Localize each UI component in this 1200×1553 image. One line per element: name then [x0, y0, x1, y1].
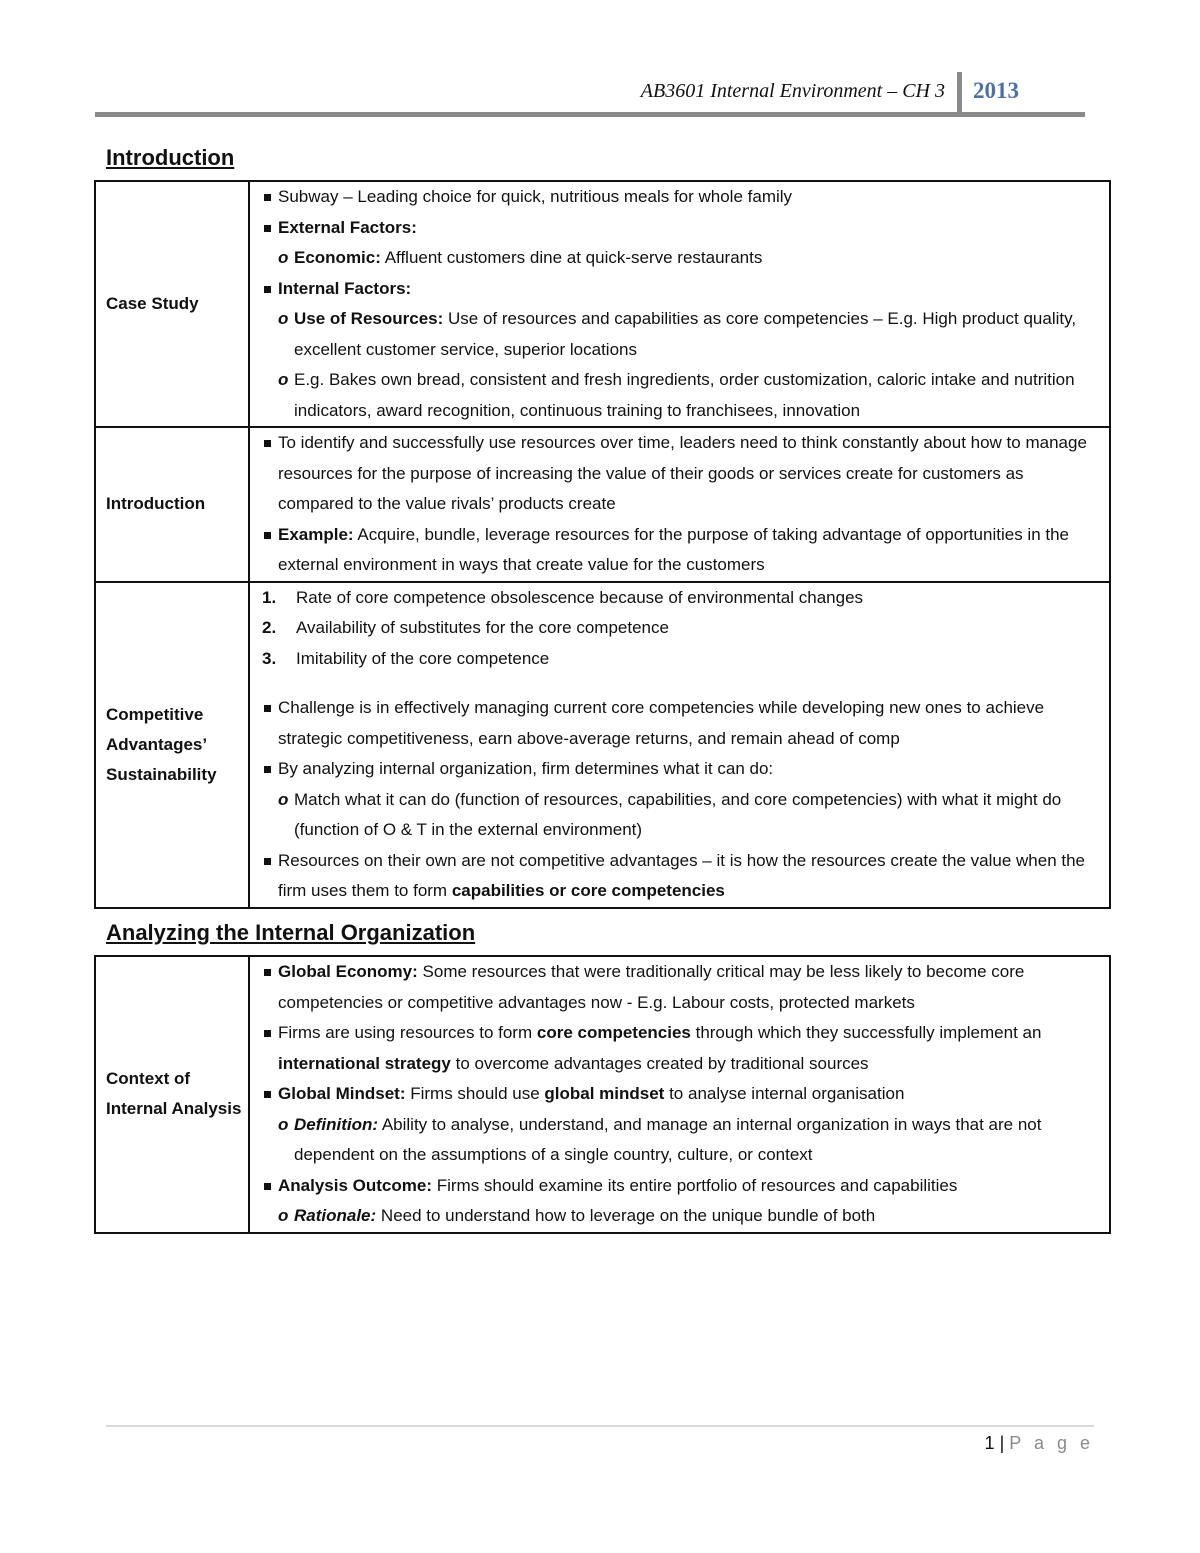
analyzing-table	[94, 955, 1111, 1234]
sub-bullet-item	[260, 304, 1097, 365]
table-row	[95, 181, 1110, 427]
item-text: Some resources that were traditionally critical may be less likely to become core competencies or competitive advantages now - E.g. Labour costs, protected markets	[278, 962, 1025, 1012]
numbered-item	[260, 644, 1097, 675]
sub-bullet-item	[260, 1201, 1097, 1232]
item-emphasis: international strategy	[278, 1053, 451, 1073]
item-emphasis: capabilities or core competencies	[451, 881, 725, 900]
list-gap	[260, 674, 1097, 693]
item-text: Challenge is in effectively managing current core competencies while developing new ones to achieve strategic competitiveness, earn above-average returns, and remain ahead of comp	[278, 698, 1045, 748]
item-text: Firms should examine its entire portfolio of resources and capabilities	[432, 1175, 958, 1195]
item-heading: Global Economy:	[278, 962, 418, 981]
item-text: to analyse internal organisation	[664, 1084, 905, 1103]
header-title: AB3601 Internal Environment – CH 3	[640, 80, 945, 102]
row-label: Competitive Advantages’ Sustainability	[95, 582, 249, 908]
item-number: 1.	[262, 587, 277, 607]
item-text: through which they successfully implement an	[690, 1023, 1042, 1042]
bullet-item	[260, 1171, 1097, 1202]
item-heading: External Factors:	[278, 217, 417, 237]
bullet-item	[260, 428, 1097, 520]
item-text: Need to understand how to leverage on the unique bundle of both	[376, 1206, 876, 1225]
row-label: Case Study	[95, 181, 249, 427]
sub-bullet-item	[260, 1110, 1097, 1171]
sub-bullet-item	[260, 785, 1097, 846]
bullet-item	[260, 846, 1097, 907]
row-content	[249, 956, 1110, 1233]
item-text: Firms should use	[405, 1084, 545, 1103]
item-text: Match what it can do (function of resources, capabilities, and core competencies) with what it might do (function of O & T in the external environment)	[294, 789, 1062, 839]
page-label: P a g e	[1009, 1433, 1094, 1453]
row-content	[249, 427, 1110, 582]
sub-bullet-item	[260, 365, 1097, 426]
item-text: Availability of substitutes for the core competence	[296, 618, 669, 637]
bullet-item	[260, 213, 1097, 244]
item-heading: Use of Resources:	[294, 309, 444, 328]
item-text: to overcome advantages created by traditional sources	[450, 1053, 869, 1073]
section-title-introduction: Introduction	[106, 145, 235, 170]
table-row	[95, 956, 1110, 1233]
item-heading: Economic:	[294, 248, 381, 267]
item-text: Use of resources and capabilities as core competencies – E.g. High product quality, excellent customer service, superior locations	[294, 309, 1077, 359]
item-heading: Rationale:	[294, 1206, 377, 1225]
section-title-analyzing: Analyzing the Internal Organization	[106, 920, 476, 945]
item-text: Affluent customers dine at quick-serve restaurants	[380, 248, 763, 267]
item-heading: Definition:	[294, 1114, 379, 1134]
table-row	[95, 582, 1110, 908]
row-label: Introduction	[95, 427, 249, 582]
page-footer	[985, 1433, 1094, 1454]
item-number: 2.	[262, 618, 277, 637]
bullet-item	[260, 182, 1097, 213]
item-emphasis: global mindset	[544, 1084, 665, 1103]
item-text: Resources on their own are not competitive advantages – it is how the resources create the value when the firm uses them to form	[278, 850, 1086, 900]
introduction-table	[94, 180, 1111, 909]
bullet-item	[260, 520, 1097, 581]
bullet-item	[260, 754, 1097, 785]
item-text: Ability to analyse, understand, and manage an internal organization in ways that are not dependent on the assumptions of a single country, culture, or context	[294, 1114, 1042, 1164]
numbered-item	[260, 613, 1097, 644]
page-number: 1	[984, 1433, 995, 1453]
item-text: Subway – Leading choice for quick, nutritious meals for whole family	[278, 187, 793, 206]
item-text: Firms are using resources to form	[278, 1023, 537, 1042]
sub-bullet-item	[260, 243, 1097, 274]
item-heading: Example:	[278, 524, 354, 544]
item-text: Imitability of the core competence	[296, 648, 550, 668]
header-rule	[95, 112, 1085, 117]
item-heading: Analysis Outcome:	[278, 1175, 432, 1195]
row-content	[249, 181, 1110, 427]
item-number: 3.	[262, 648, 277, 668]
row-label: Context of Internal Analysis	[95, 956, 249, 1233]
page-header	[95, 70, 1085, 118]
bullet-item	[260, 1018, 1097, 1079]
item-heading: Internal Factors:	[278, 278, 412, 298]
header-divider	[957, 72, 962, 116]
row-content	[249, 582, 1110, 908]
bullet-item	[260, 1079, 1097, 1110]
item-emphasis: core competencies	[536, 1023, 691, 1042]
item-emphasis: Global Mindset:	[278, 1084, 406, 1103]
footer-separator: |	[999, 1433, 1005, 1453]
bullet-item	[260, 274, 1097, 305]
numbered-item	[260, 583, 1097, 614]
item-text: To identify and successfully use resources over time, leaders need to think constantly about how to manage resources for the purpose of increasing the value of their goods or services create for customers as compared to the value rivals’ products create	[278, 433, 1087, 513]
item-text: By analyzing internal organization, firm determines what it can do:	[278, 759, 774, 778]
table-row	[95, 427, 1110, 582]
bullet-item	[260, 957, 1097, 1018]
item-text: E.g. Bakes own bread, consistent and fresh ingredients, order customization, caloric intake and nutrition indicators, award recognition, continuous training to franchisees, innovation	[294, 370, 1075, 420]
header-year: 2013	[973, 78, 1019, 103]
item-text: Rate of core competence obsolescence because of environmental changes	[296, 587, 864, 607]
bullet-item	[260, 693, 1097, 754]
item-text: Acquire, bundle, leverage resources for the purpose of taking advantage of opportunities in the external environment in ways that create value for the customers	[278, 524, 1070, 574]
footer-rule	[106, 1425, 1094, 1427]
